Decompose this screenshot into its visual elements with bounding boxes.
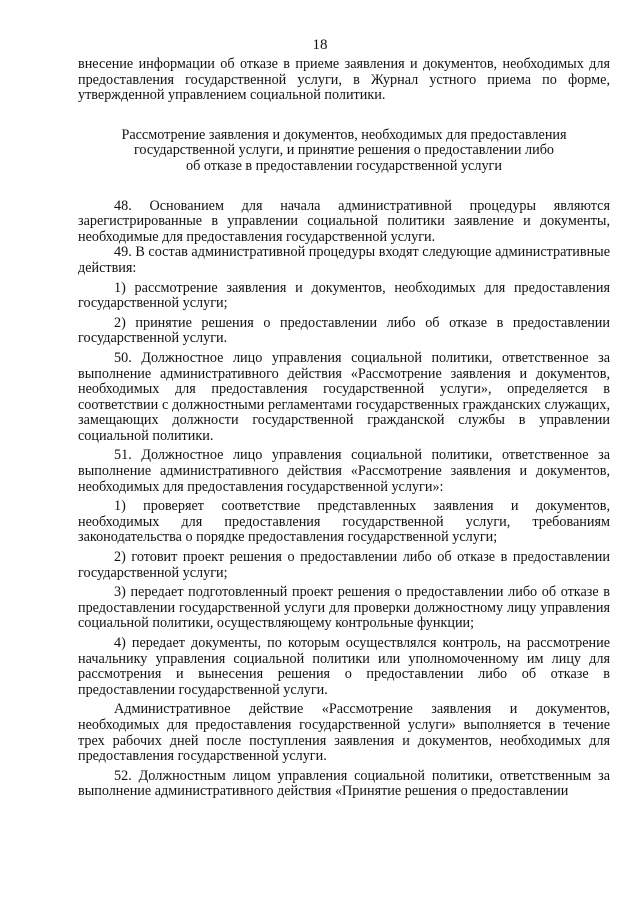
list-item: 4) передает документы, по которым осуществлялся контроль, на рассмотрение начальнику управления социальной политики или уполномоченному им лицу для рассмотрения и вынесения решения о предоставлении либо об отказе в предоставлении государственной услуги. <box>78 635 610 698</box>
intro-paragraph: внесение информации об отказе в приеме заявления и документов, необходимых для предоставления государственной услуги, в Журнал устного приема по форме, утвержденной управлением социальной политики. <box>78 56 610 104</box>
list-item: 1) проверяет соответствие представленных заявления и документов, необходимых для предоставления государственной услуги, требованиям законодательства о порядке предоставления государственной услуги; <box>78 498 610 546</box>
section-heading-line: Рассмотрение заявления и документов, необходимых для предоставления <box>121 126 567 143</box>
paragraph-48: 48. Основанием для начала административной процедуры являются зарегистрированные в управлении социальной политики заявление и документы, необходимые для предоставления государственной услуги. <box>78 197 610 245</box>
section-heading-line: об отказе в предоставлении государственной услуги <box>186 157 502 174</box>
list-item: 3) передает подготовленный проект решения о предоставлении либо об отказе в предоставлении государственной услуги для проверки должностному лицу управления социальной политики, осуществляющему контрольные функции; <box>78 584 610 632</box>
document-body <box>78 57 610 800</box>
list-item: 2) принятие решения о предоставлении либо об отказе в предоставлении государственной услуги. <box>78 314 610 347</box>
section-heading <box>78 128 610 175</box>
list-item: 2) готовит проект решения о предоставлении либо об отказе в предоставлении государственной услуги; <box>78 549 610 581</box>
paragraph-51: 51. Должностное лицо управления социальной политики, ответственное за выполнение административного действия «Рассмотрение заявления и документов, необходимых для предоставления государственной услуги»: <box>78 447 610 495</box>
paragraph-52: 52. Должностным лицом управления социальной политики, ответственным за выполнение административного действия «Принятие решения о предоставлении <box>78 767 610 800</box>
page-number: 18 <box>312 37 328 53</box>
paragraph-49: 49. В состав административной процедуры входят следующие административные действия: <box>78 244 610 276</box>
list-item: 1) рассмотрение заявления и документов, необходимых для предоставления государственной услуги; <box>78 279 610 312</box>
paragraph-50: 50. Должностное лицо управления социальной политики, ответственное за выполнение административного действия «Рассмотрение заявления и документов, необходимых для предоставления государственной услуги», определяется в соответствии с должностными регламентами государственных гражданских служащих, замещающих должности государственной гражданской службы в управлении социальной политики. <box>78 349 610 444</box>
paragraph-administrative-action: Административное действие «Рассмотрение заявления и документов, необходимых для предоставления государственной услуги» выполняется в течение трех рабочих дней после поступления заявления и документов, необходимых для предоставления государственной услуги. <box>78 701 610 765</box>
section-heading-line: государственной услуги, и принятие решения о предоставлении либо <box>133 142 555 159</box>
